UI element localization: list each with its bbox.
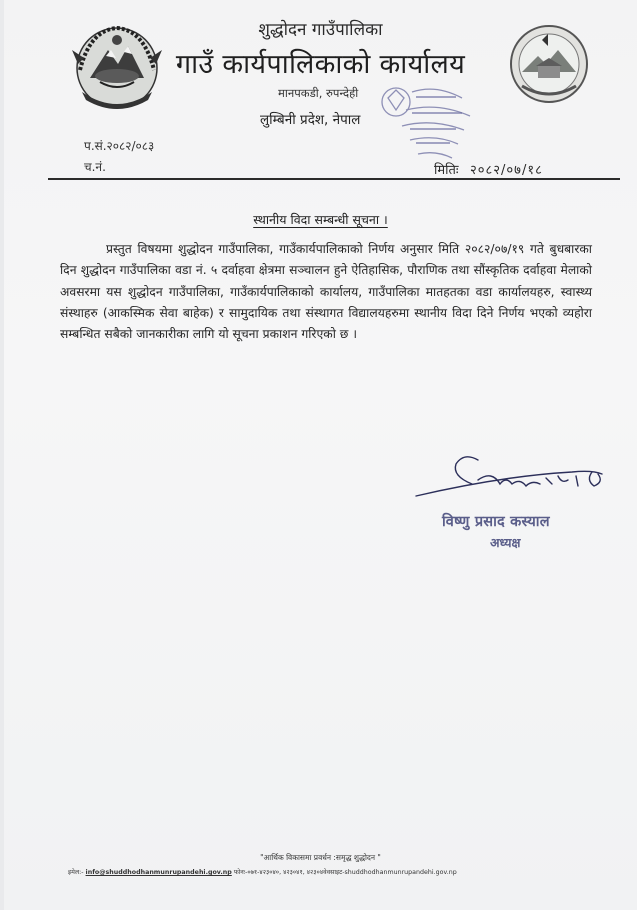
email-label: इमेल:- <box>68 869 84 876</box>
notice-body: प्रस्तुत विषयमा शुद्धोदन गाउँपालिका, गाउँकार्यपालिकाको निर्णय अनुसार मिति २०८२/०७/१९ गते बुधबारका दिन शुद्धोदन गाउँपालिका वडा नं. ५ दर्वाहवा क्षेत्रमा सञ्चालन हुने ऐतिहासिक, पौराणिक तथा सौंस्कृतिक दर्वाहवा मेलाको अवसरमा यस शुद्धोदन गाउँपालिका, गाउँकार्यपालिकाको कार्यालय, गाउँपालिका मातहतका वडा कार्यालयहरु, स्वास्थ्य संस्थाहरु (आकस्मिक सेवा बाहेक) र सामुदायिक तथा संस्थागत विद्यालयहरुमा स्थानीय विदा दिने निर्णय भएको व्यहोरा सम्बन्धित सबैको जानकारीका लागि यो सूचना प्रकाशन गरिएको छ । <box>60 242 592 342</box>
office-name: गाउँ कार्यपालिकाको कार्यालय <box>175 49 466 80</box>
header-divider <box>48 178 620 180</box>
signatory-title: अध्यक्ष <box>490 535 521 550</box>
date-label: मितिः <box>434 163 459 178</box>
signatory-name: विष्णु प्रसाद कस्याल <box>442 514 550 530</box>
municipality-name: शुद्धोदन गाउँपालिका <box>258 20 383 40</box>
footer-contact <box>68 867 457 876</box>
dispatch-number: च.नं. <box>84 160 106 174</box>
footer-motto: "आर्थिक विकासमा प्रवर्धन :समृद्ध शुद्धोदन " <box>260 853 381 862</box>
email-link[interactable]: info@shuddhodhanmunrupandehi.gov.np <box>85 869 232 876</box>
reference-number: प.सं.२०८२/०८३ <box>84 139 155 153</box>
office-stamp <box>366 82 476 176</box>
letter-page <box>4 0 637 910</box>
phone-website: फोनः-०७१-४२३०४०, ४२३०४१, ४२३०४वेवसाइट-shuddhodhanmunrupandehi.gov.np <box>233 869 457 876</box>
office-province: लुम्बिनी प्रदेश, नेपाल <box>260 112 361 128</box>
office-address: मानपकडी, रुपन्देही <box>278 86 359 100</box>
letter-date: २०८२/०७/१८ <box>470 163 543 178</box>
notice-subject: स्थानीय विदा सम्बन्धी सूचना । <box>253 212 388 227</box>
handwritten-signature <box>412 436 612 516</box>
